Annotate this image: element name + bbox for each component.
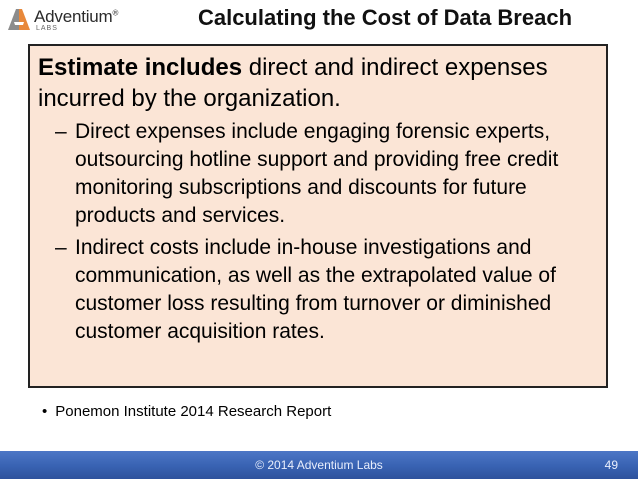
lead-text: direct and indirect expenses incurred by the organization. bbox=[38, 54, 548, 112]
callout-box bbox=[28, 44, 608, 388]
footer-bar bbox=[0, 451, 638, 479]
dash-marker: – bbox=[55, 120, 67, 143]
slide-title: Calculating the Cost of Data Breach bbox=[197, 5, 573, 30]
sub-item-indirect bbox=[38, 234, 598, 346]
sub-item-direct bbox=[38, 118, 598, 230]
dash-marker: – bbox=[55, 236, 67, 259]
adventium-logo bbox=[6, 4, 126, 38]
sub-item-text: Direct expenses include engaging forensic experts, outsourcing hotline support and providing free credit monitoring subscriptions and discounts for future products and services. bbox=[75, 120, 559, 227]
footer-copyright: © 2014 Adventium Labs bbox=[255, 458, 383, 472]
sub-item-text: Indirect costs include in-house investigations and communication, as well as the extrapolated value of customer loss resulting from turnover or diminished customer acquisition rates. bbox=[75, 236, 556, 343]
adventium-logo-icon bbox=[6, 6, 32, 32]
logo-name: Adventium® bbox=[34, 7, 119, 26]
lead-paragraph bbox=[38, 52, 598, 114]
footnote-text: Ponemon Institute 2014 Research Report bbox=[55, 403, 332, 420]
bullet: • bbox=[42, 403, 48, 420]
page-number: 49 bbox=[604, 458, 618, 472]
lead-bold: Estimate includes bbox=[38, 54, 243, 81]
logo-sub: LABS bbox=[36, 25, 58, 32]
footnote bbox=[42, 403, 331, 420]
